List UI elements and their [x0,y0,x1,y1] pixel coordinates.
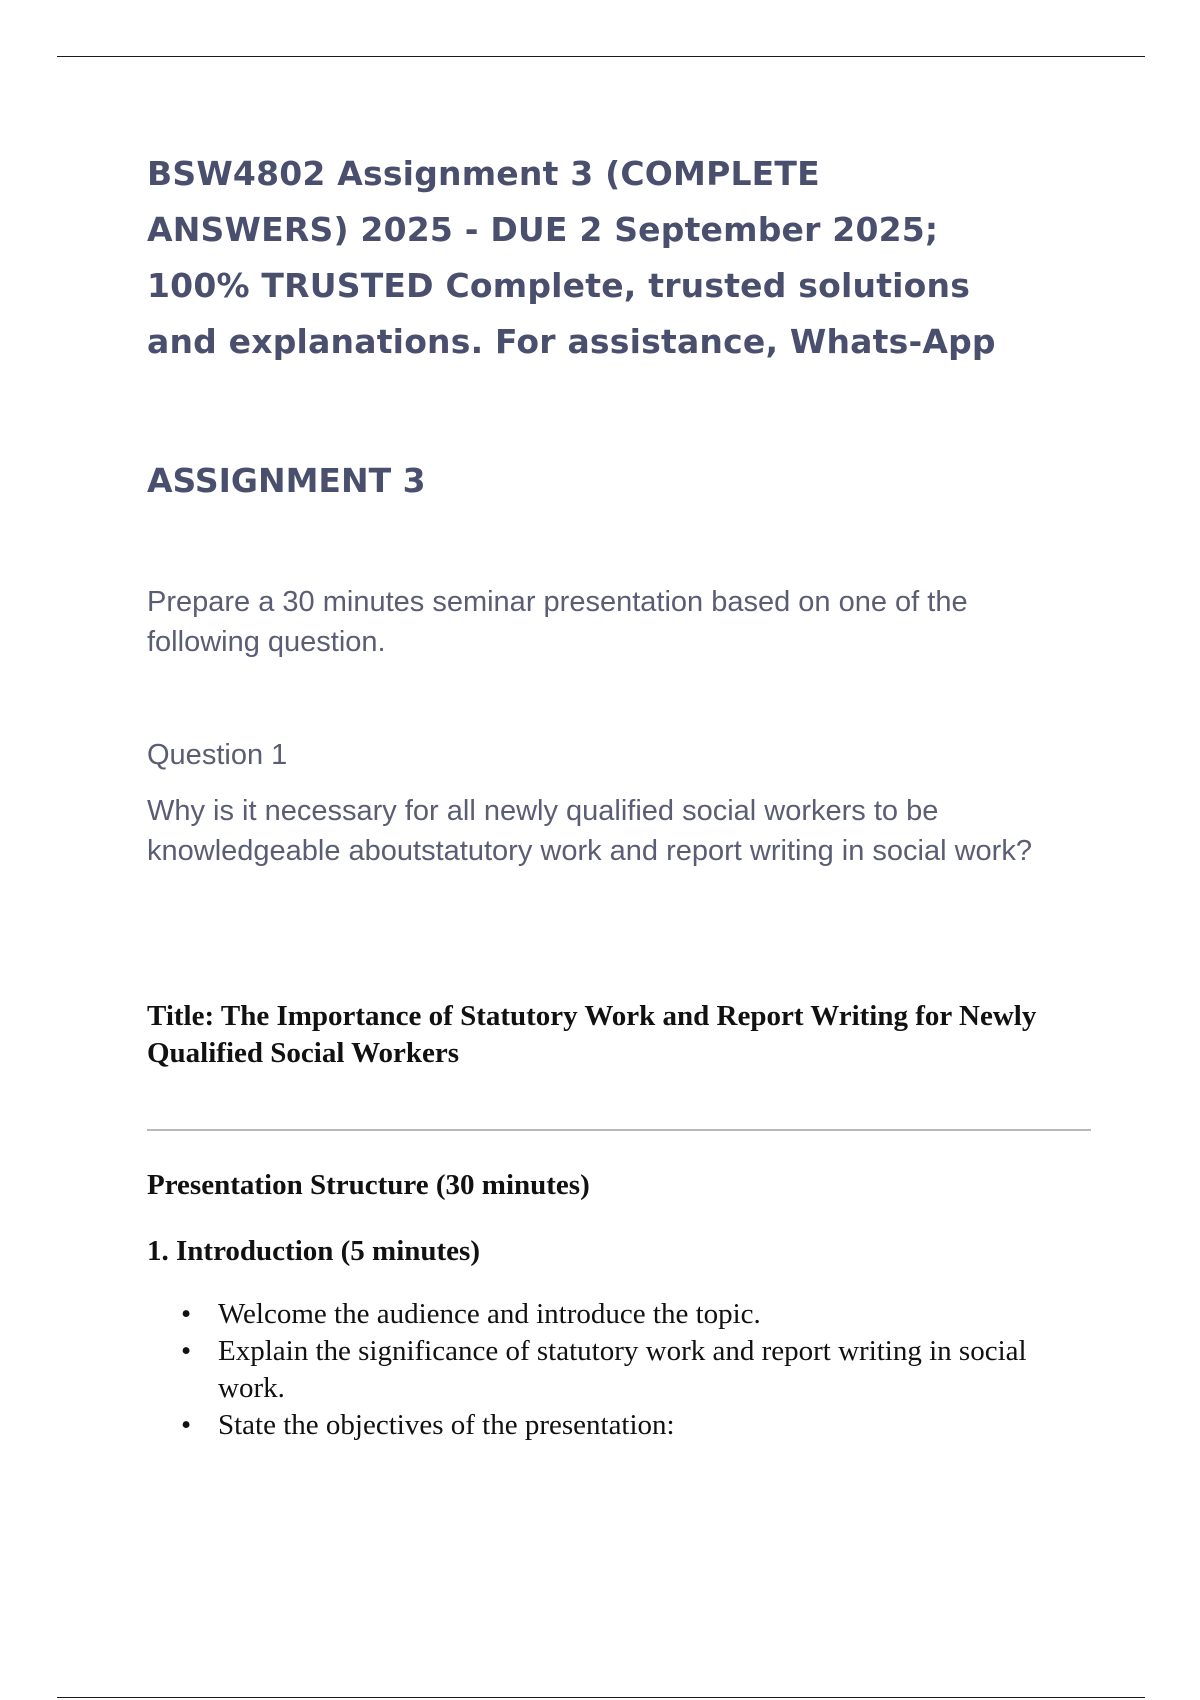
bullet-icon: • [181,1335,192,1367]
document-title [147,146,1077,370]
list-item-text: State the objectives of the presentation: [218,1409,675,1441]
list-item [147,1296,1077,1333]
presentation-title: Title: The Importance of Statutory Work and Report Writing for Newly Qualified Social Workers [147,1000,1037,1069]
title-line: BSW4802 Assignment 3 (COMPLETE [147,154,820,193]
bullet-icon: • [181,1298,192,1330]
horizontal-divider [147,1129,1091,1131]
presentation-structure-heading: Presentation Structure (30 minutes) [147,1169,590,1201]
list-item [147,1333,1077,1407]
introduction-bullet-list [147,1296,1077,1444]
question-text: Why is it necessary for all newly qualified social workers to be knowledgeable aboutstatutory work and report writing in social work? [147,795,1032,867]
title-line: 100% TRUSTED Complete, trusted solutions [147,266,971,305]
bottom-border-rule [57,1697,1145,1698]
assignment-instructions: Prepare a 30 minutes seminar presentation based on one of the following question. [147,586,968,658]
question-label: Question 1 [147,739,288,771]
introduction-heading: 1. Introduction (5 minutes) [147,1235,480,1267]
list-item-text: Explain the significance of statutory work and report writing in social work. [218,1335,1027,1404]
title-line: and explanations. For assistance, Whats-App [147,322,996,361]
list-item-text: Welcome the audience and introduce the topic. [218,1298,761,1330]
title-line: ANSWERS) 2025 - DUE 2 September 2025; [147,210,939,249]
list-item [147,1407,1077,1444]
assignment-heading: ASSIGNMENT 3 [147,461,426,500]
top-border-rule [57,56,1145,57]
bullet-icon: • [181,1409,192,1441]
